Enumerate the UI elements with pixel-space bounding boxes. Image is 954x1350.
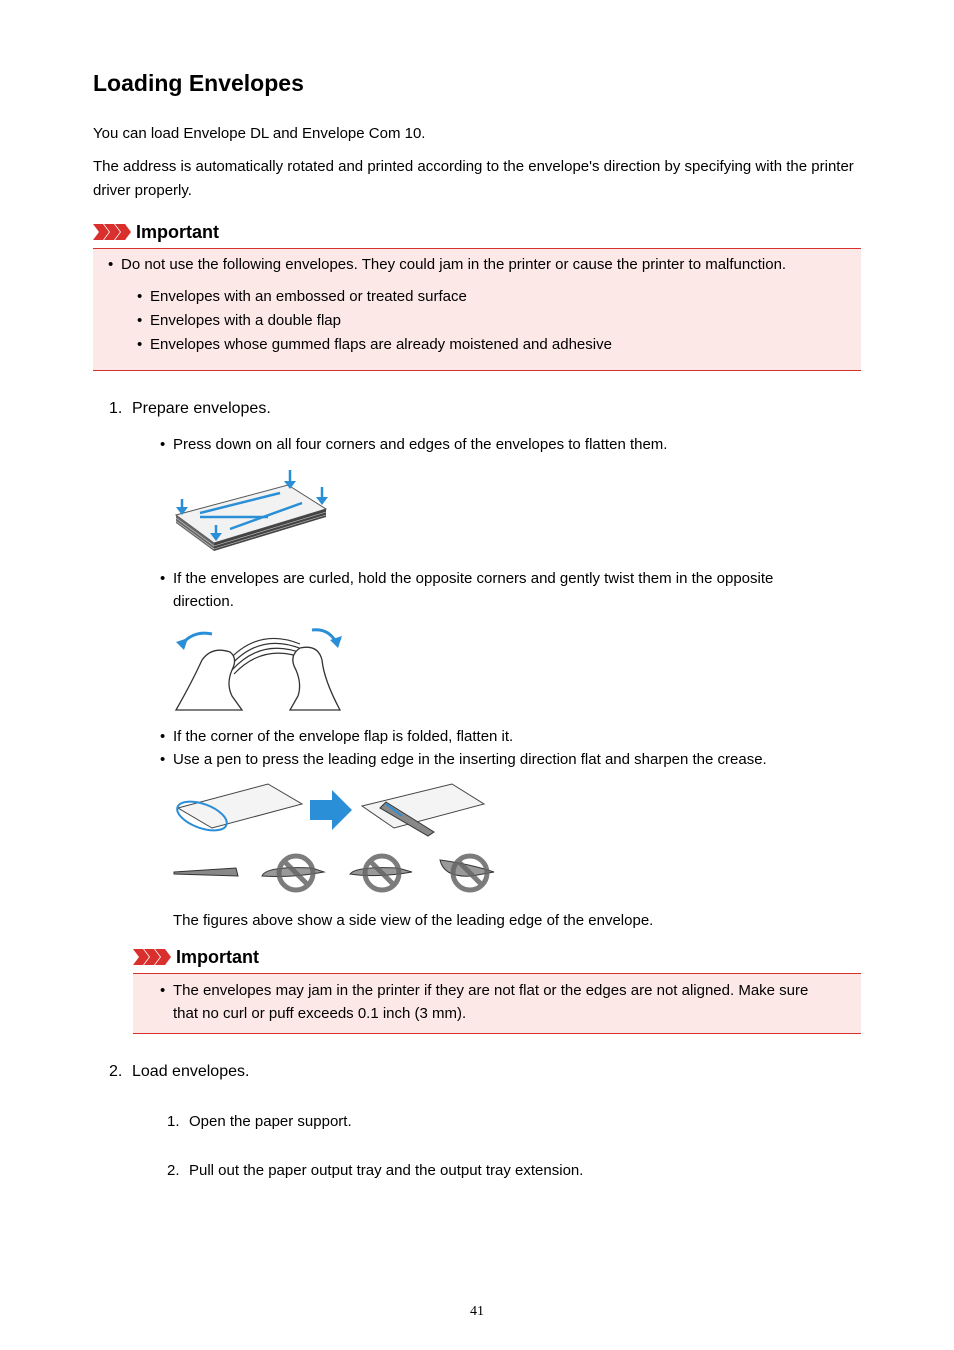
figure-caption: The figures above show a side view of the leading edge of the envelope. (173, 912, 654, 929)
important-heading-2 (133, 945, 259, 969)
step-2-label: Load envelopes. (132, 1063, 250, 1080)
page-title: Loading Envelopes (93, 70, 304, 96)
substep-label: Pull out the paper output tray and the output tray extension. (189, 1162, 584, 1179)
important-arrows-icon (93, 224, 131, 240)
substep-number: 2. (167, 1162, 180, 1179)
crease-envelope-figure (172, 780, 504, 898)
substep-number: 1. (167, 1113, 180, 1130)
step-1-label: Prepare envelopes. (132, 400, 271, 417)
intro-paragraph-1: You can load Envelope DL and Envelope Com 10. (93, 125, 426, 142)
important-arrows-icon (133, 949, 171, 965)
twist-envelopes-figure (172, 622, 344, 712)
substep-label: Open the paper support. (189, 1113, 352, 1130)
page-number: 41 (470, 1304, 484, 1319)
step-1-number: 1. (109, 400, 123, 417)
side-view-correct-icon (174, 868, 238, 876)
important-2-bullet-continuation: that no curl or puff exceeds 0.1 inch (3 mm). (173, 1005, 467, 1022)
twist-arrows-icon (182, 630, 336, 644)
next-arrow-icon (310, 790, 352, 830)
step-2-number: 2. (109, 1063, 123, 1080)
important-heading-1 (93, 220, 219, 244)
intro-paragraph-2: The address is automatically rotated and printed according to the envelope's direction by specifying with the printer driver properly. (93, 158, 854, 199)
important-label-2: Important (176, 946, 259, 967)
envelope-flat-icon (173, 784, 302, 836)
pen-press-icon (362, 784, 484, 836)
flatten-envelopes-figure (170, 465, 330, 555)
important-label-1: Important (136, 221, 219, 242)
